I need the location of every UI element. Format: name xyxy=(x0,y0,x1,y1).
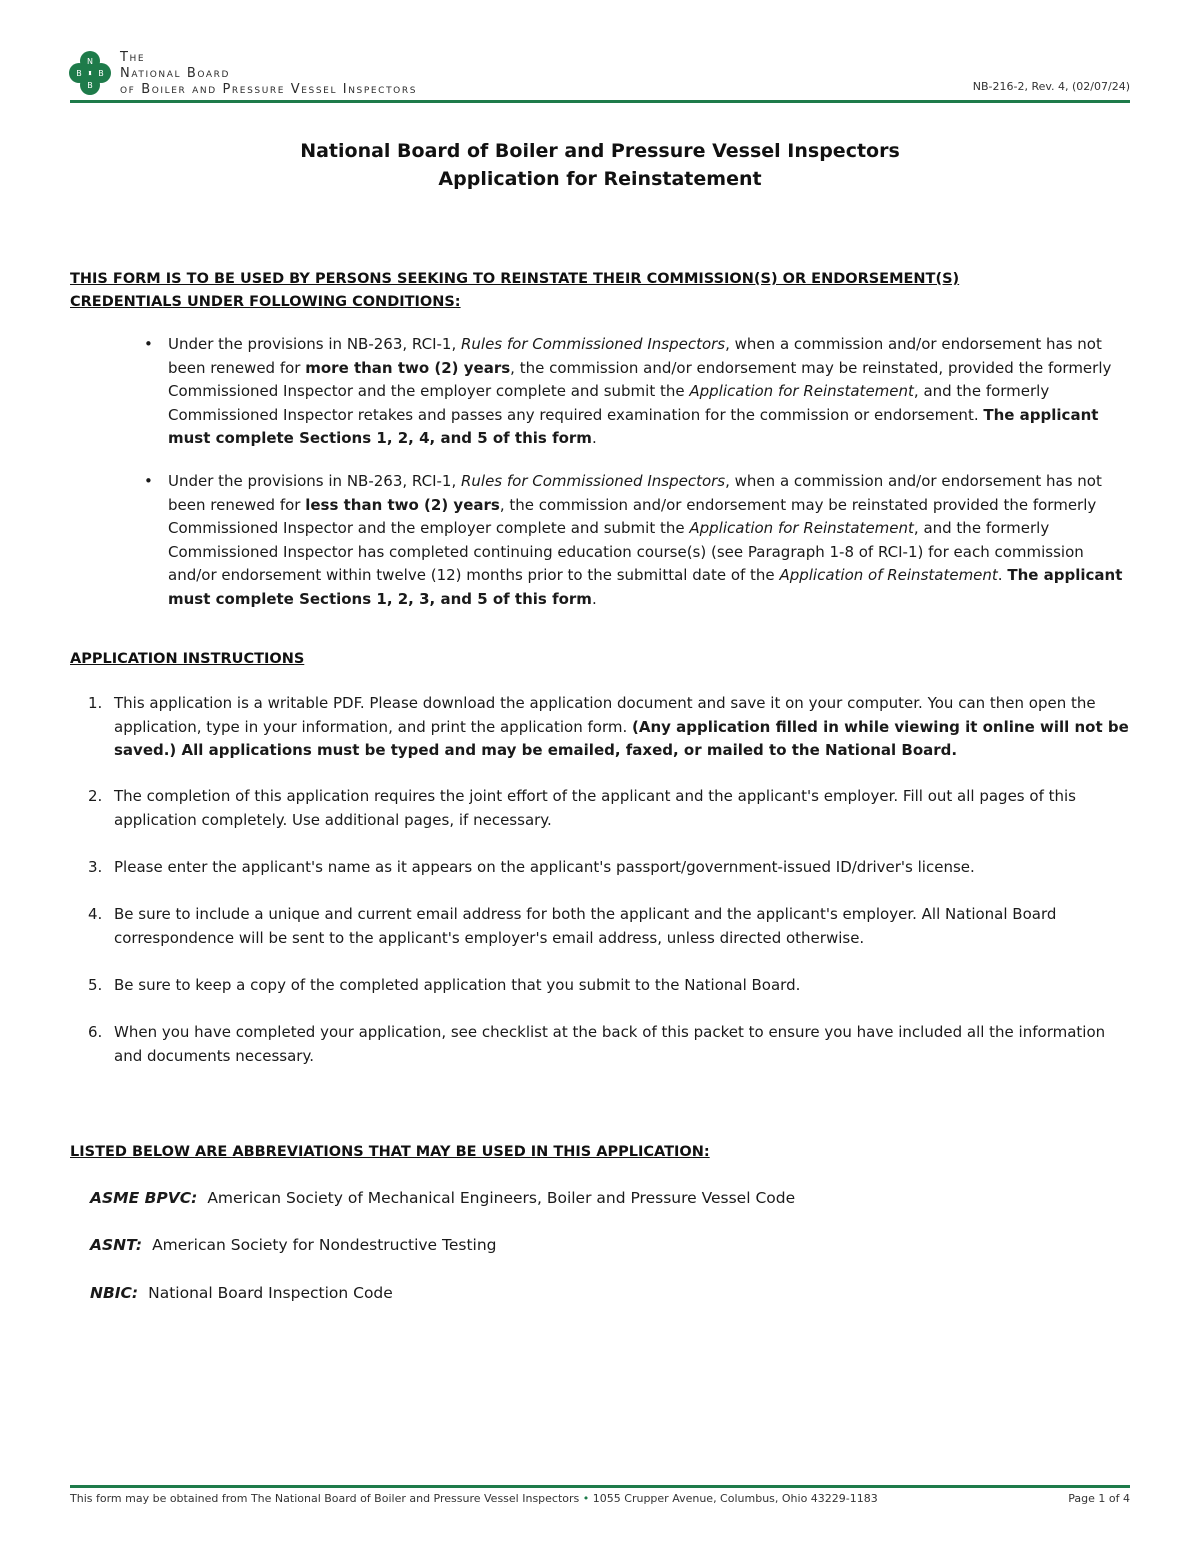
form-number: NB-216-2, Rev. 4, (02/07/24) xyxy=(972,80,1130,93)
logo-letter-top: N xyxy=(87,57,93,66)
organization-name xyxy=(120,50,417,98)
bullet2-part3: , when a commission and/or endorsement has not been renewed for xyxy=(168,472,1102,514)
instruction-text: When you have completed your application, see checklist at the back of this packet to ensure you have included all the information and documents necessary. xyxy=(114,1023,1106,1065)
instructions-heading: APPLICATION INSTRUCTIONS xyxy=(70,651,305,667)
instruction-text: This application is a writable PDF. Please download the application document and save it on your computer. You can then open the application, type in your information, and print the application form. xyxy=(114,694,1096,736)
bullet2-sections-note: The applicant must complete Sections 1, 2, 3, and 5 of this form xyxy=(168,566,1123,608)
condition-bullet-more-than-two-years xyxy=(144,333,1133,451)
instruction-item xyxy=(88,856,1134,880)
national-board-logo xyxy=(68,50,112,96)
condition-bullet-less-than-two-years xyxy=(144,470,1133,611)
instruction-text: Please enter the applicant's name as it appears on the applicant's passport/government-issued ID/driver's license. xyxy=(114,858,975,876)
conditions-heading-line-2: CREDENTIALS UNDER FOLLOWING CONDITIONS: xyxy=(70,294,461,310)
abbreviation-key: ASME BPVC: xyxy=(90,1189,198,1207)
abbreviations-heading: LISTED BELOW ARE ABBREVIATIONS THAT MAY BE USED IN THIS APPLICATION: xyxy=(70,1144,710,1160)
footer-source: This form may be obtained from The National Board of Boiler and Pressure Vessel Inspectors xyxy=(70,1492,580,1505)
bullet2-part9: . xyxy=(997,566,1008,584)
instruction-text: Be sure to keep a copy of the completed application that you submit to the National Board. xyxy=(114,976,801,994)
instruction-text: Be sure to include a unique and current email address for both the applicant and the applicant's employer. All National Board correspondence will be sent to the applicant's employer's email address, unless directed otherwise. xyxy=(114,905,1057,947)
org-line-1: The xyxy=(120,50,146,65)
header-divider xyxy=(70,100,1130,103)
bullet2-part7: , and the formerly Commissioned Inspector has completed continuing education course(s) (see Paragraph 1-8 of RCI-1) for each commission and/or endorsement within twelve (12) months prior to the submittal date of the xyxy=(168,519,1084,584)
bullet2-application-title: Application for Reinstatement xyxy=(689,519,914,537)
bullet2-part5: , the commission and/or endorsement may be reinstated provided the formerly Commissioned Inspector and the employer complete and submit the xyxy=(168,495,1097,537)
instruction-number: 2. xyxy=(88,787,103,805)
instruction-text: The completion of this application requires the joint effort of the applicant and the applicant's employer. Fill out all pages of this application completely. Use additional pages, if necessary. xyxy=(114,787,1076,829)
bullet1-duration: more than two (2) years xyxy=(305,358,511,377)
instruction-item xyxy=(88,903,1134,950)
bullet2-rules-title: Rules for Commissioned Inspectors xyxy=(460,472,726,490)
footer-text xyxy=(70,1492,878,1505)
bullet1-part3: , when a commission and/or endorsement has not been renewed for xyxy=(168,335,1102,377)
bullet2-application-of-title: Application of Reinstatement xyxy=(779,566,998,584)
abbreviation-entry xyxy=(90,1234,497,1256)
abbreviation-key: NBIC: xyxy=(90,1284,139,1302)
bullet1-sections-note: The applicant must complete Sections 1, 2, 4, and 5 of this form xyxy=(168,405,1099,447)
bullet1-rules-title: Rules for Commissioned Inspectors xyxy=(460,335,726,353)
footer-divider xyxy=(70,1485,1130,1488)
org-line-2: National Board xyxy=(120,66,231,81)
instruction-number: 6. xyxy=(88,1023,103,1041)
footer-address: 1055 Crupper Avenue, Columbus, Ohio 43229-1183 xyxy=(592,1492,878,1505)
title-line-1: National Board of Boiler and Pressure Vessel Inspectors xyxy=(300,140,900,162)
instruction-item xyxy=(88,692,1134,763)
abbreviation-value: National Board Inspection Code xyxy=(148,1284,393,1302)
instruction-number: 1. xyxy=(88,694,103,712)
abbreviation-entry xyxy=(90,1187,795,1209)
instruction-item xyxy=(88,785,1134,832)
instruction-bold-text: (Any application filled in while viewing it online will not be saved.) All applications must be typed and may be emailed, faxed, or mailed to the National Board. xyxy=(114,717,1129,759)
abbreviation-value: American Society of Mechanical Engineers, Boiler and Pressure Vessel Code xyxy=(207,1189,796,1207)
instruction-number: 4. xyxy=(88,905,103,923)
page-number: Page 1 of 4 xyxy=(1068,1492,1130,1505)
document-title xyxy=(0,137,1200,193)
logo-letter-bottom: B xyxy=(87,81,93,90)
title-line-2: Application for Reinstatement xyxy=(438,168,762,190)
abbreviation-value: American Society for Nondestructive Testing xyxy=(152,1236,497,1254)
bullet1-part5: , the commission and/or endorsement may be reinstated, provided the formerly Commissioned Inspector and the employer complete and submit the xyxy=(168,358,1112,400)
bullet1-period: . xyxy=(591,429,597,447)
abbreviation-entry xyxy=(90,1282,393,1304)
bullet2-duration: less than two (2) years xyxy=(305,495,500,514)
bullet2-part1: Under the provisions in NB-263, RCI-1, xyxy=(168,472,461,490)
instruction-item xyxy=(88,974,1134,998)
bullet1-part1: Under the provisions in NB-263, RCI-1, xyxy=(168,335,461,353)
instruction-number: 5. xyxy=(88,976,103,994)
instruction-number: 3. xyxy=(88,858,103,876)
bullet1-part7: , and the formerly Commissioned Inspector retakes and passes any required examination for the commission or endorsement. xyxy=(168,382,1050,424)
footer-separator: • xyxy=(582,1492,590,1505)
bullet-marker: • xyxy=(144,335,153,353)
bullet2-period: . xyxy=(591,589,597,608)
abbreviation-key: ASNT: xyxy=(90,1236,143,1254)
bullet-marker: • xyxy=(144,472,153,490)
instruction-item xyxy=(88,1021,1134,1068)
org-line-3: of Boiler and Pressure Vessel Inspectors xyxy=(120,82,418,97)
logo-letter-left: B xyxy=(76,69,82,78)
bullet1-application-title: Application for Reinstatement xyxy=(689,382,914,400)
logo-letter-right: B xyxy=(98,69,104,78)
conditions-heading-line-1: THIS FORM IS TO BE USED BY PERSONS SEEKING TO REINSTATE THEIR COMMISSION(S) OR ENDORSEMENT(S) xyxy=(70,271,960,287)
